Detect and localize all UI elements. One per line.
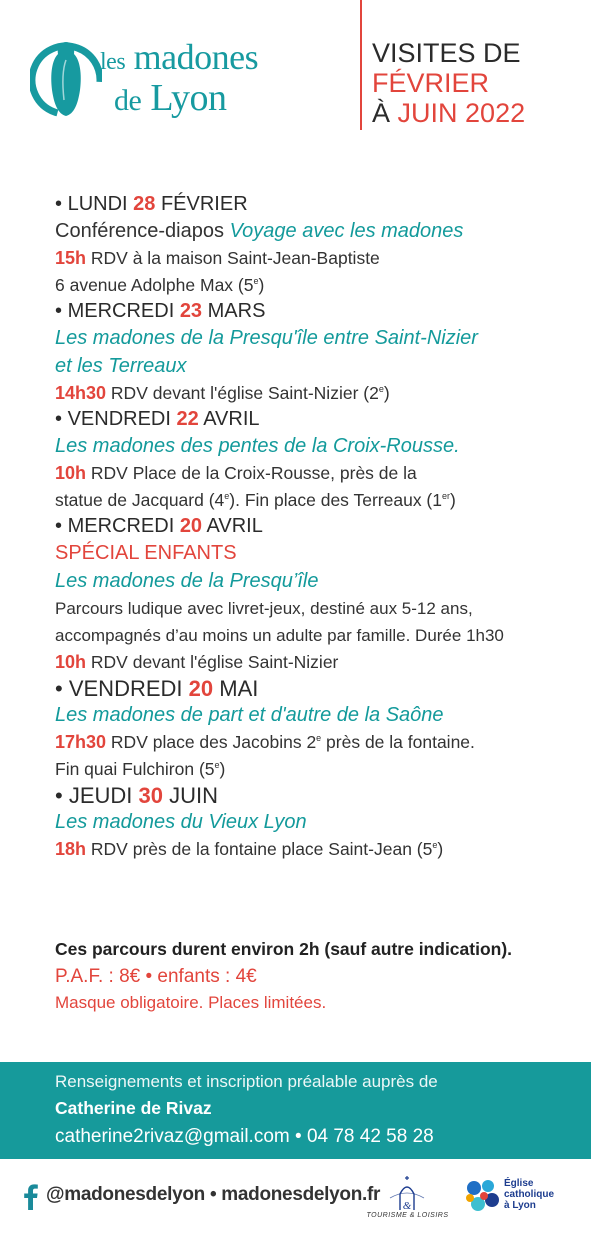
eglise-logo-text: Église catholique à Lyon — [504, 1178, 555, 1211]
logo-text-lyon: de Lyon — [114, 77, 227, 119]
contact-details — [55, 1126, 434, 1148]
event-time: 17h30 RDV place des Jacobins 2e près de la fontaine. — [55, 732, 475, 752]
event-time: 14h30 RDV devant l'église Saint-Nizier (2e) — [55, 383, 390, 403]
events-list — [55, 192, 585, 863]
svg-text:&: & — [402, 1200, 412, 1212]
pastorale-tagline: TOURISME & LOISIRS — [366, 1212, 449, 1219]
event-title: Les madones des pentes de la Croix-Rousse. — [55, 435, 460, 457]
header-divider — [360, 0, 362, 130]
event-description: Parcours ludique avec livret-jeux, destiné aux 5-12 ans, — [55, 599, 473, 618]
event-date: • VENDREDI 22 AVRIL — [55, 408, 260, 430]
event-time: 10h RDV devant l'église Saint-Nizier — [55, 652, 339, 672]
facebook-icon[interactable] — [24, 1184, 38, 1210]
pastorale-logo — [360, 1174, 455, 1226]
event-date: • VENDREDI 20 MAI — [55, 676, 259, 701]
event-date: • MERCREDI 20 AVRIL — [55, 515, 263, 537]
event-title: Les madones de part et d'autre de la Saône — [55, 704, 444, 726]
event-item — [55, 783, 585, 863]
event-description-continued: accompagnés d’au moins un adulte par famille. Durée 1h30 — [55, 626, 504, 645]
contact-phone[interactable]: 04 78 42 58 28 — [306, 1126, 434, 1147]
event-title: Les madones de la Presqu’île — [55, 570, 319, 592]
event-title-continued: et les Terreaux — [55, 355, 187, 377]
footer — [0, 1170, 591, 1252]
event-title: Les madones de la Presqu'île entre Saint-Nizier — [55, 327, 478, 349]
event-special-label: SPÉCIAL ENFANTS — [55, 542, 237, 564]
event-address: 6 avenue Adolphe Max (5e) — [55, 275, 265, 295]
event-item — [55, 299, 585, 407]
event-time: 18h RDV près de la fontaine place Saint-Jean (5e) — [55, 839, 444, 859]
mask-notice: Masque obligatoire. Places limitées. — [55, 993, 327, 1012]
duration-note: Ces parcours durent environ 2h (sauf autre indication). — [55, 939, 513, 959]
madones-logo — [30, 30, 310, 130]
contact-email-link[interactable]: catherine2rivaz@gmail.com — [55, 1126, 290, 1147]
contact-band — [0, 1062, 591, 1159]
logo-text-madones: les madones — [100, 37, 259, 77]
event-address: statue de Jacquard (4e). Fin place des Terreaux (1er) — [55, 490, 456, 510]
page-title: VISITES DE FÉVRIER À JUIN 2022 — [372, 38, 526, 128]
eglise-logo-icon — [462, 1176, 502, 1216]
event-item — [55, 192, 585, 299]
madone-logo-icon — [30, 34, 102, 120]
event-date: • MERCREDI 23 MARS — [55, 300, 266, 322]
event-title: Conférence-diapos Voyage avec les madones — [55, 220, 464, 242]
practical-info — [55, 936, 585, 1016]
contact-name: Catherine de Rivaz — [55, 1098, 212, 1118]
event-address: Fin quai Fulchiron (5e) — [55, 759, 226, 779]
event-date: • LUNDI 28 FÉVRIER — [55, 193, 248, 215]
event-time: 10h RDV Place de la Croix-Rousse, près de la — [55, 463, 417, 483]
event-item — [55, 676, 585, 783]
social-links[interactable]: @madonesdelyon • madonesdelyon.fr — [46, 1184, 381, 1205]
contact-separator: • — [295, 1126, 302, 1147]
event-title: Les madones du Vieux Lyon — [55, 811, 307, 833]
event-time: 15h RDV à la maison Saint-Jean-Baptiste — [55, 248, 380, 268]
price-info: P.A.F. : 8€ • enfants : 4€ — [55, 966, 257, 987]
event-item — [55, 407, 585, 514]
event-date: • JEUDI 30 JUIN — [55, 783, 219, 808]
event-item — [55, 514, 585, 676]
contact-intro: Renseignements et inscription préalable auprès de — [55, 1072, 438, 1091]
